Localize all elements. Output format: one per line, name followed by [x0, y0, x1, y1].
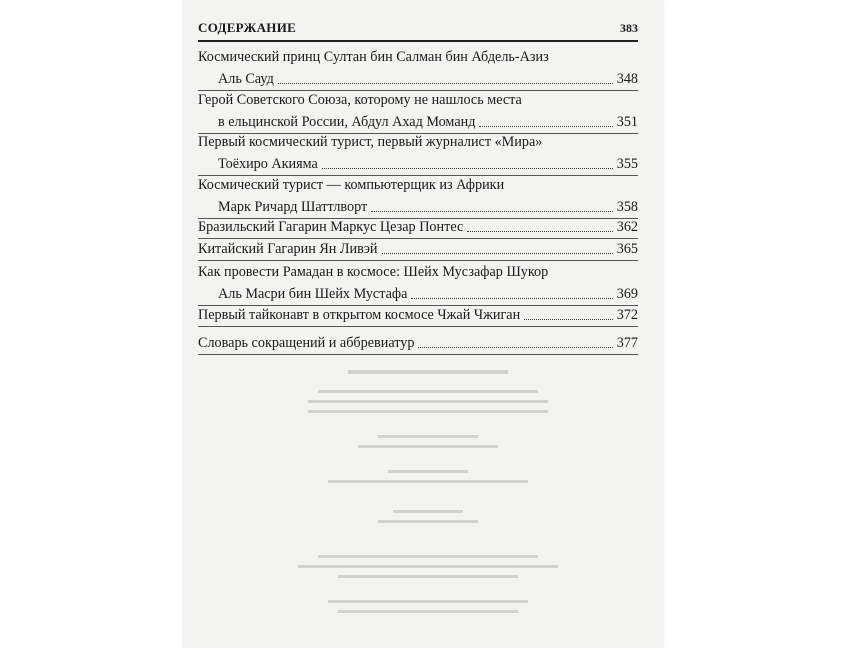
dot-leader	[479, 125, 612, 127]
toc-entry-title-line2: в ельцинской России, Абдул Ахад Моманд	[218, 114, 476, 130]
toc-entry-title: Китайский Гагарин Ян Ливэй	[198, 241, 378, 257]
toc-entry-title: Бразильский Гагарин Маркус Цезар Понтес	[198, 219, 464, 235]
toc-entry	[198, 89, 638, 134]
toc-entry	[198, 216, 638, 239]
toc-entry-page: 362	[616, 219, 638, 235]
toc-entry-page: 355	[616, 156, 638, 172]
toc-entry-title-line2: Марк Ричард Шаттлворт	[218, 199, 368, 215]
dot-leader	[467, 230, 612, 232]
toc-entry-page: 348	[616, 71, 638, 87]
toc-entry-title-line1: Космический турист — компьютерщик из Африки	[198, 177, 505, 193]
toc-entry	[198, 261, 638, 306]
toc-entry-title-line1: Герой Советского Союза, которому не нашлось места	[198, 92, 522, 108]
dot-leader	[371, 210, 613, 212]
toc-entry-page: 351	[616, 114, 638, 130]
toc-entry-page: 369	[616, 286, 638, 302]
toc-entry-title: Первый тайконавт в открытом космосе Чжай Чжиган	[198, 307, 521, 323]
toc-entry	[198, 332, 638, 355]
dot-leader	[382, 252, 613, 254]
bleed-through-text	[278, 360, 578, 620]
toc-entry	[198, 46, 638, 91]
toc-entry	[198, 131, 638, 176]
dot-leader	[524, 318, 613, 320]
toc-entry	[198, 304, 638, 327]
dot-leader	[322, 167, 613, 169]
toc-entry-page: 358	[616, 199, 638, 215]
toc-entry-page: 372	[616, 307, 638, 323]
section-title: СОДЕРЖАНИЕ	[198, 20, 297, 35]
page-number: 383	[620, 21, 638, 35]
page-header	[198, 18, 638, 42]
toc-entry-title-line2: Тоёхиро Акияма	[218, 156, 318, 172]
toc-entry-title: Словарь сокращений и аббревиатур	[198, 335, 415, 351]
toc-entry-page: 377	[616, 335, 638, 351]
toc-entry	[198, 238, 638, 261]
toc-entry-title-line2: Аль Сауд	[218, 71, 274, 87]
toc-entry-page: 365	[616, 241, 638, 257]
toc-entry	[198, 174, 638, 219]
book-page	[183, 0, 663, 648]
toc-entry-title-line1: Первый космический турист, первый журналист «Мира»	[198, 134, 543, 150]
dot-leader	[411, 297, 612, 299]
toc-entry-title-line1: Космический принц Султан бин Салман бин Абдель-Азиз	[198, 49, 549, 65]
toc-entry-title-line1: Как провести Рамадан в космосе: Шейх Мусзафар Шукор	[198, 264, 549, 280]
toc-entry-title-line2: Аль Масри бин Шейх Мустафа	[218, 286, 408, 302]
dot-leader	[278, 82, 613, 84]
dot-leader	[418, 346, 612, 348]
